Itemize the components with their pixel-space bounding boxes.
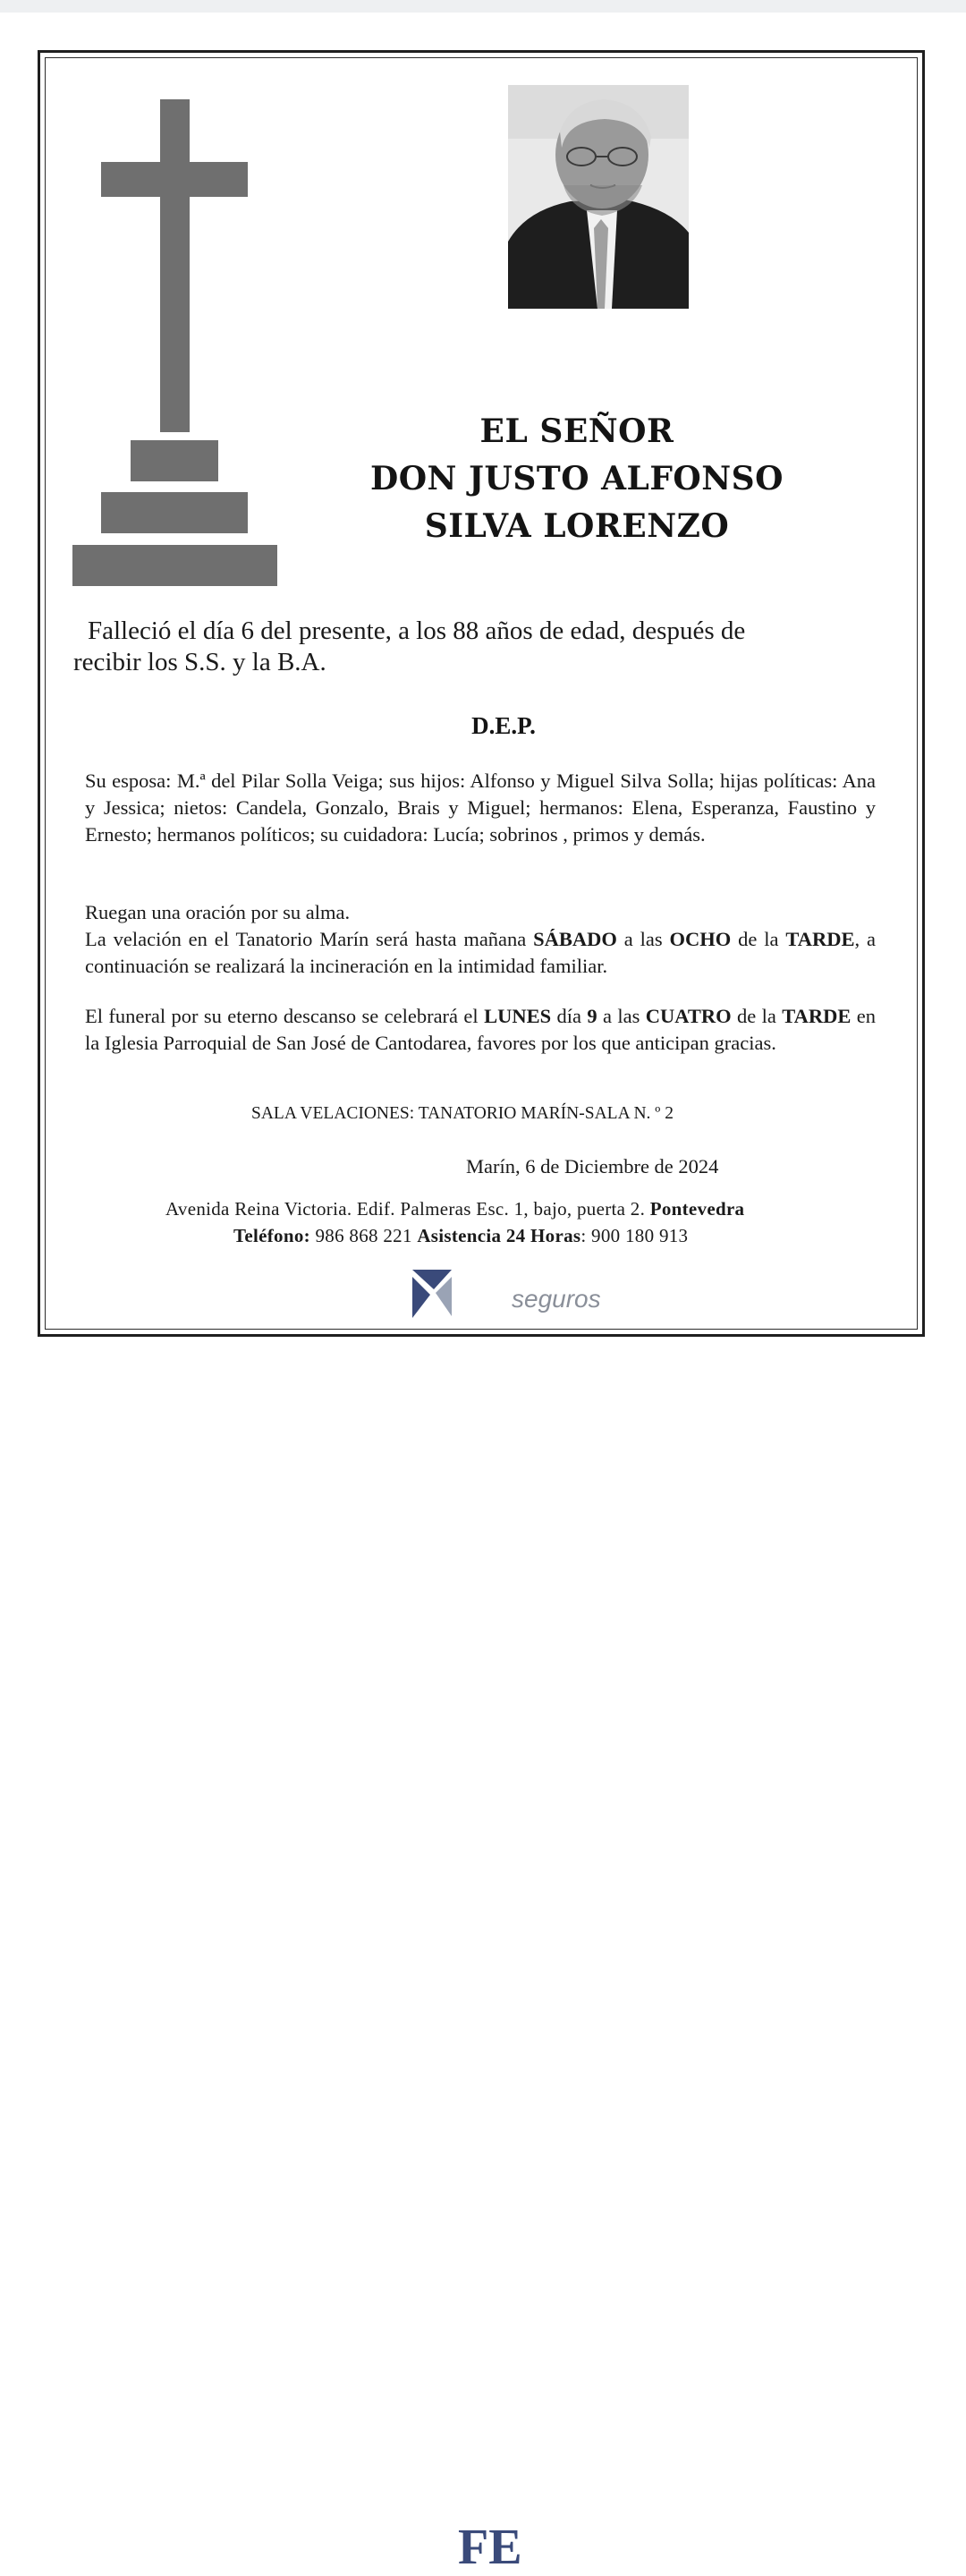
logo-brand: FE [458, 2520, 522, 2575]
family-paragraph: Su esposa: M.ª del Pilar Solla Veiga; sus hijos: Alfonso y Miguel Silva Solla; hijas políticas: Ana y Jessica; nietos: Candela, Gonzalo, Brais y Miguel; hermanos: Elena, Esperanza, Faustino y Ernesto; hermanos políticos; su cuidadora: Lucía; sobrinos , primos y demás. [85, 769, 876, 846]
wake-room: SALA VELACIONES: TANATORIO MARÍN-SALA N. º 2 [251, 1104, 674, 1123]
prayer-line: Ruegan una oración por su alma. [85, 901, 351, 923]
intro-line-1: Falleció el día 6 del presente, a los 88 años de edad, después de [88, 616, 746, 645]
honorific: EL SEÑOR [479, 412, 674, 450]
footer-phone: Teléfono: 986 868 221 Asistencia 24 Horas: 900 180 913 [233, 1225, 689, 1246]
wake-paragraph [85, 899, 876, 980]
logo-sub: seguros [512, 1285, 601, 1313]
wake-text: La velación en el Tanatorio Marín será hasta mañana SÁBADO a las OCHO de la TARDE, a continuación se realizará la incineración en la intimidad familiar. [85, 928, 876, 977]
name-line-1: DON JUSTO ALFONSO [369, 460, 784, 497]
intro-line-2: recibir los S.S. y la B.A. [73, 648, 326, 676]
place-date: Marín, 6 de Diciembre de 2024 [466, 1155, 719, 1177]
portrait-photo [508, 85, 689, 309]
name-line-2: SILVA LORENZO [424, 507, 730, 545]
dep-heading: D.E.P. [471, 712, 536, 739]
deceased-name [340, 408, 814, 550]
death-notice-intro [73, 616, 860, 678]
fe-logo-icon [407, 1264, 457, 1322]
top-bar [0, 0, 966, 13]
funeral-paragraph: El funeral por su eterno descanso se celebrará el LUNES día 9 a las CUATRO de la TARDE en la Iglesia Parroquial de San José de Cantodarea, favores por los que anticipan gracias. [85, 1005, 877, 1054]
footer-address: Avenida Reina Victoria. Edif. Palmeras Esc. 1, bajo, puerta 2. Pontevedra [165, 1198, 745, 1220]
